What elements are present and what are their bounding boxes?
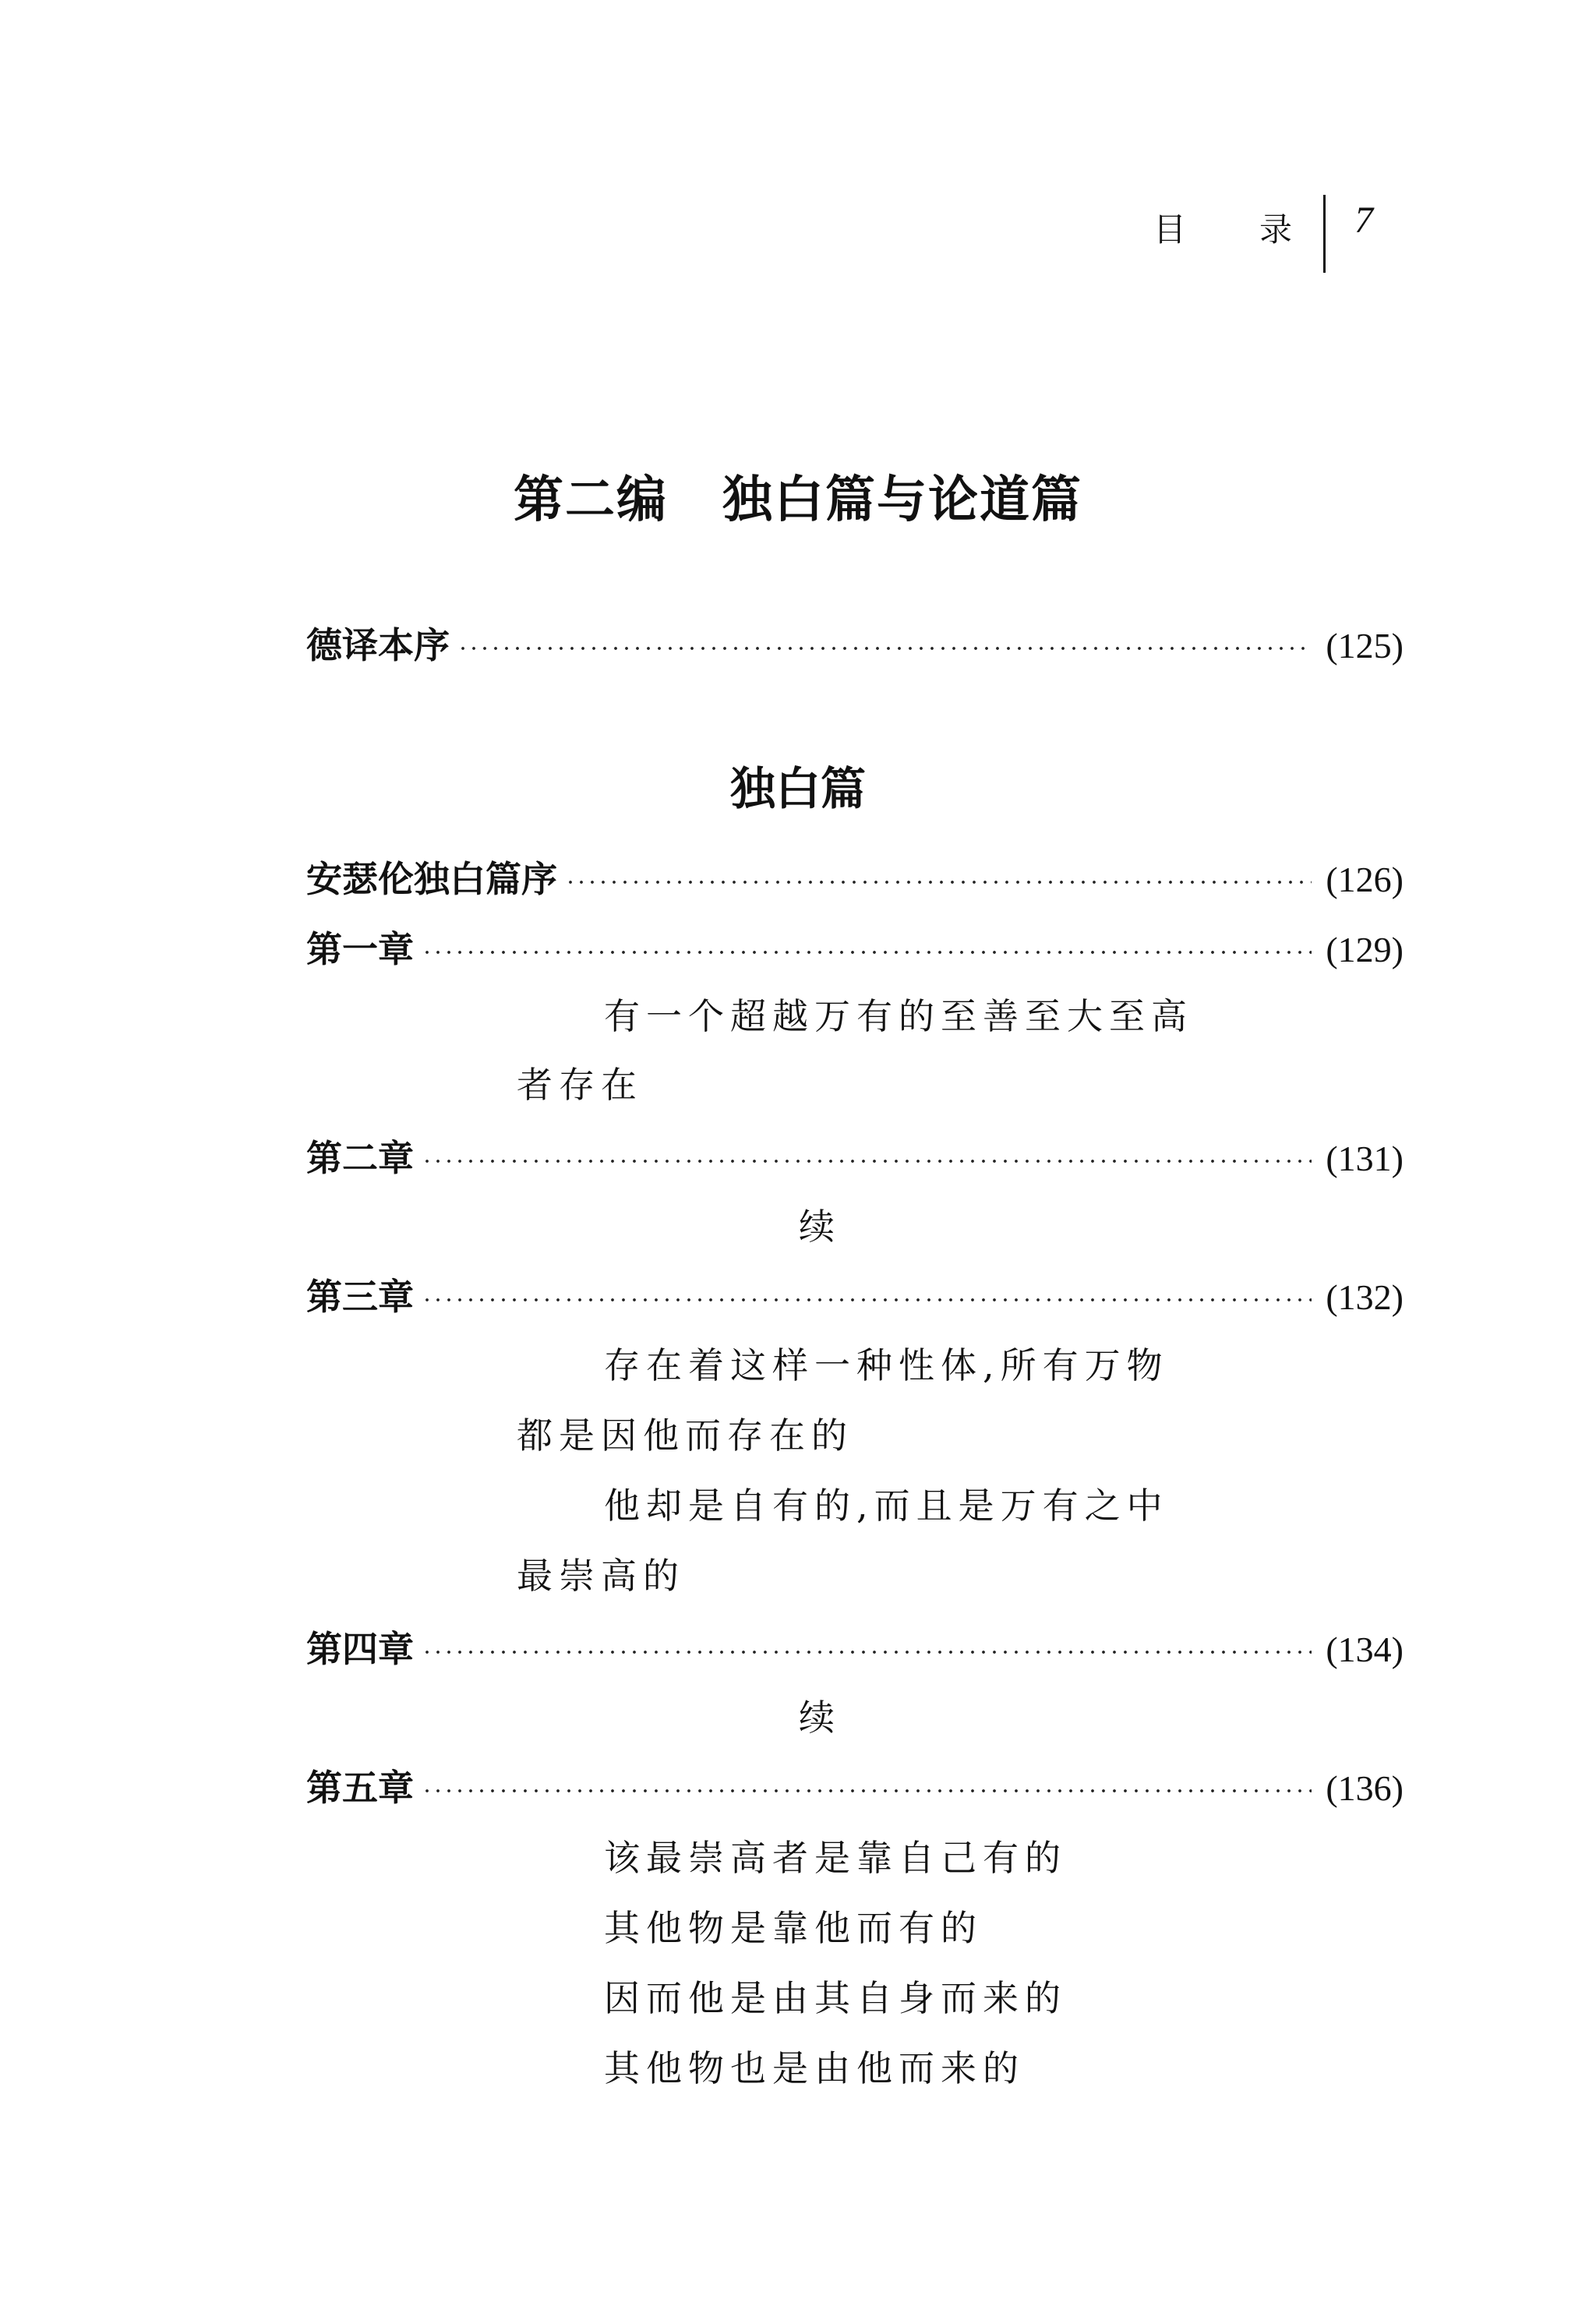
chapter-3-subtitle-line-4: 最崇高的 <box>517 1555 685 1597</box>
toc-entry-page: (132) <box>1326 1277 1404 1317</box>
chapter-5-subtitle-line-2: 其他物是靠他而有的 <box>604 1907 983 1949</box>
toc-entry-label: 第二章 <box>306 1137 414 1179</box>
dot-leader <box>422 1650 1312 1654</box>
dot-leader <box>422 950 1312 955</box>
toc-entry-page: (134) <box>1326 1630 1404 1669</box>
part-title: 独白篇与论道篇 <box>722 471 1082 529</box>
chapter-2-subtitle: 续 <box>799 1206 835 1248</box>
chapter-3-subtitle-line-2: 都是因他而存在的 <box>517 1414 853 1457</box>
chapter-3-subtitle-line-1: 存在着这样一种性体,所有万物 <box>604 1344 1169 1386</box>
part-number: 第二编 <box>514 471 668 529</box>
chapter-5-subtitle-line-3: 因而他是由其自身而来的 <box>604 1977 1067 2019</box>
toc-entry-chapter-2[interactable] <box>306 1130 1404 1177</box>
running-header-title <box>1153 204 1348 251</box>
section-heading: 独白篇 <box>729 762 866 815</box>
toc-entry-label: 第一章 <box>306 928 414 970</box>
header-title-char-2: 录 <box>1259 210 1294 249</box>
chapter-1-subtitle-line-2: 者存在 <box>517 1064 643 1106</box>
toc-entry-label: 第三章 <box>306 1276 414 1318</box>
toc-entry-page: (126) <box>1326 860 1404 899</box>
chapter-5-subtitle-line-1: 该最崇高者是靠自己有的 <box>604 1837 1067 1879</box>
chapter-1-subtitle-line-1: 有一个超越万有的至善至大至高 <box>604 995 1193 1037</box>
toc-entry-page: (136) <box>1326 1768 1404 1808</box>
toc-entry-chapter-5[interactable] <box>306 1760 1404 1809</box>
header-divider <box>1323 195 1326 273</box>
chapter-5-subtitle-line-4: 其他物也是由他而来的 <box>604 2047 1025 2089</box>
toc-entry-label: 安瑟伦独白篇序 <box>306 858 557 900</box>
dot-leader <box>457 646 1312 651</box>
dot-leader <box>422 1298 1312 1302</box>
dot-leader <box>565 880 1312 885</box>
dot-leader <box>422 1789 1312 1793</box>
toc-entry-prologue[interactable] <box>306 851 1404 898</box>
chapter-3-subtitle-line-3: 他却是自有的,而且是万有之中 <box>604 1485 1169 1527</box>
toc-entry-label: 第四章 <box>306 1628 414 1670</box>
toc-entry-label: 德译本序 <box>306 624 450 666</box>
toc-entry-chapter-4[interactable] <box>306 1621 1404 1668</box>
toc-entry-chapter-3[interactable] <box>306 1269 1404 1318</box>
dot-leader <box>422 1159 1312 1164</box>
toc-entry-label: 第五章 <box>306 1767 414 1809</box>
page-number: 7 <box>1354 200 1373 241</box>
toc-entry-page: (131) <box>1326 1139 1404 1178</box>
part-heading <box>0 460 1596 531</box>
header-title-char-1: 目 <box>1153 210 1188 249</box>
chapter-4-subtitle: 续 <box>799 1697 835 1739</box>
toc-entry-page: (129) <box>1326 930 1404 969</box>
toc-entry-chapter-1[interactable] <box>306 921 1404 968</box>
toc-entry-preface[interactable] <box>306 617 1404 664</box>
toc-entry-page: (125) <box>1326 626 1404 666</box>
